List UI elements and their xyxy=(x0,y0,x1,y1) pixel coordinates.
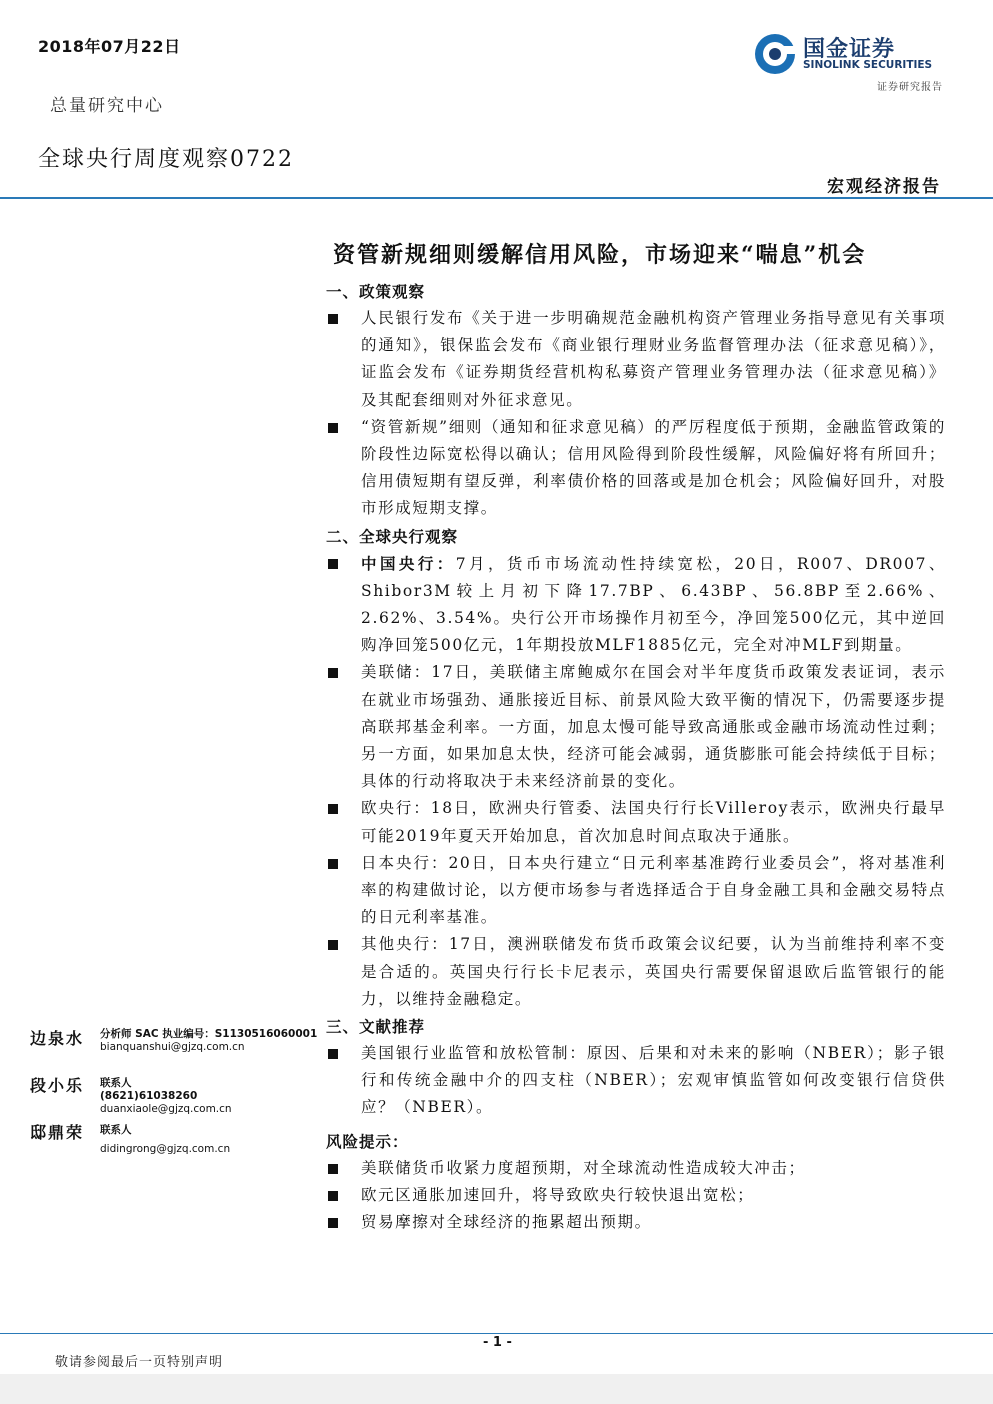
report-headline: 资管新规细则缓解信用风险，市场迎来“喘息”机会 xyxy=(333,242,867,268)
report-body xyxy=(326,278,946,1236)
square-bullet-icon xyxy=(328,859,338,869)
list-item: 美联储：17日，美联储主席鲍威尔在国会对半年度货币政策发表证词，表示在就业市场强劲、通胀接近目标、前景风险大致平衡的情况下，仍需要逐步提高联邦基金利率。一方面，加息太慢可能导致高通胀或金融市场流动性过剩；另一方面，如果加息太快，经济可能会减弱，通货膨胀可能会持续低于目标；具体的行动将取决于未来经济前景的变化。 xyxy=(326,659,946,795)
square-bullet-icon xyxy=(328,804,338,814)
logo-chinese-name: 国金证券 xyxy=(803,37,896,62)
list-item: 人民银行发布《关于进一步明确规范金融机构资产管理业务指导意见有关事项的通知》，银保监会发布《商业银行理财业务监督管理办法（征求意见稿）》，证监会发布《证券期货经营机构私募资产管理业务管理办法（征求意见稿）》及其配套细则对外征求意见。 xyxy=(326,305,946,414)
footer-divider xyxy=(0,1333,993,1334)
analyst-phone: (8621)61038260 xyxy=(100,1090,198,1102)
square-bullet-icon xyxy=(328,668,338,678)
analyst-name: 段小乐 xyxy=(30,1076,85,1095)
header-divider xyxy=(0,197,993,199)
department-label: 总量研究中心 xyxy=(50,96,164,116)
analyst-info: 分析师 SAC 执业编号：S1130516060001 bianquanshui@gjzq.com.cn xyxy=(100,1028,318,1053)
list-item: 美联储货币收紧力度超预期，对全球流动性造成较大冲击； xyxy=(326,1155,946,1182)
list-item: 欧央行：18日，欧洲央行管委、法国央行行长Villeroy表示，欧洲央行最早可能2019年夏天开始加息，首次加息时间点取决于通胀。 xyxy=(326,795,946,849)
logo-mark-icon xyxy=(753,32,797,76)
analyst-email[interactable]: bianquanshui@gjzq.com.cn xyxy=(100,1041,245,1053)
disclaimer-text: 敬请参阅最后一页特别声明 xyxy=(55,1355,224,1370)
list-item: 中国央行：7月，货币市场流动性持续宽松，20日，R007、DR007、Shibor3M较上月初下降17.7BP、6.43BP、56.8BP至2.66%、2.62%、3.54%。央行公开市场操作月初至今，净回笼500亿元，其中逆回购净回笼500亿元，1年期投放MLF1885亿元，完全对冲MLF到期量。 xyxy=(326,550,946,660)
analyst-info: 联系人 (8621)61038260 duanxiaole@gjzq.com.cn xyxy=(100,1077,232,1115)
square-bullet-icon xyxy=(328,940,338,950)
report-series-title: 全球央行周度观察0722 xyxy=(38,147,294,172)
square-bullet-icon xyxy=(328,1164,338,1174)
report-date: 2018年07月22日 xyxy=(38,37,181,56)
page-number: - 1 - xyxy=(483,1335,512,1350)
report-type: 宏观经济报告 xyxy=(827,177,941,197)
logo-subtitle: 证券研究报告 xyxy=(877,82,943,93)
company-logo xyxy=(753,32,943,76)
analyst-info: 联系人 didingrong@gjzq.com.cn xyxy=(100,1124,231,1155)
analyst-email[interactable]: didingrong@gjzq.com.cn xyxy=(100,1143,231,1155)
footer-band xyxy=(0,1374,993,1404)
square-bullet-icon xyxy=(328,423,338,433)
list-item: 欧元区通胀加速回升，将导致欧央行较快退出宽松； xyxy=(326,1182,946,1209)
list-item: 贸易摩擦对全球经济的拖累超出预期。 xyxy=(326,1209,946,1236)
square-bullet-icon xyxy=(328,314,338,324)
section-title-risk: 风险提示： xyxy=(326,1131,409,1151)
list-item: 其他央行：17日，澳洲联储发布货币政策会议纪要，认为当前维持利率不变是合适的。英国央行行长卡尼表示，英国央行需要保留退欧后监管银行的能力，以维持金融稳定。 xyxy=(326,931,946,1013)
square-bullet-icon xyxy=(328,1191,338,1201)
list-item: “资管新规”细则（通知和征求意见稿）的严厉程度低于预期，金融监管政策的阶段性边际宽松得以确认；信用风险得到阶段性缓解，风险偏好将有所回升；信用债短期有望反弹，利率债价格的回落或是加仓机会；风险偏好回升，对股市形成短期支撑。 xyxy=(326,414,946,523)
section-title-central-banks: 二、全球央行观察 xyxy=(326,526,459,546)
analyst-name: 邸鼎荣 xyxy=(30,1123,85,1142)
analyst-email[interactable]: duanxiaole@gjzq.com.cn xyxy=(100,1103,232,1115)
logo-english-name: SINOLINK SECURITIES xyxy=(803,59,933,71)
section-title-literature: 三、文献推荐 xyxy=(326,1017,426,1037)
square-bullet-icon xyxy=(328,1049,338,1059)
list-item: 日本央行：20日，日本央行建立“日元利率基准跨行业委员会”，将对基准利率的构建做讨论，以方便市场参与者选择适合于自身金融工具和金融交易特点的日元利率基准。 xyxy=(326,850,946,932)
list-item: 美国银行业监管和放松管制：原因、后果和对未来的影响（NBER）；影子银行和传统金融中介的四支柱（NBER）；宏观审慎监管如何改变银行信贷供应？（NBER）。 xyxy=(326,1040,946,1122)
analyst-name: 边泉水 xyxy=(30,1029,85,1048)
square-bullet-icon xyxy=(328,1218,338,1228)
square-bullet-icon xyxy=(328,559,338,569)
section-title-policy: 一、政策观察 xyxy=(326,282,426,301)
